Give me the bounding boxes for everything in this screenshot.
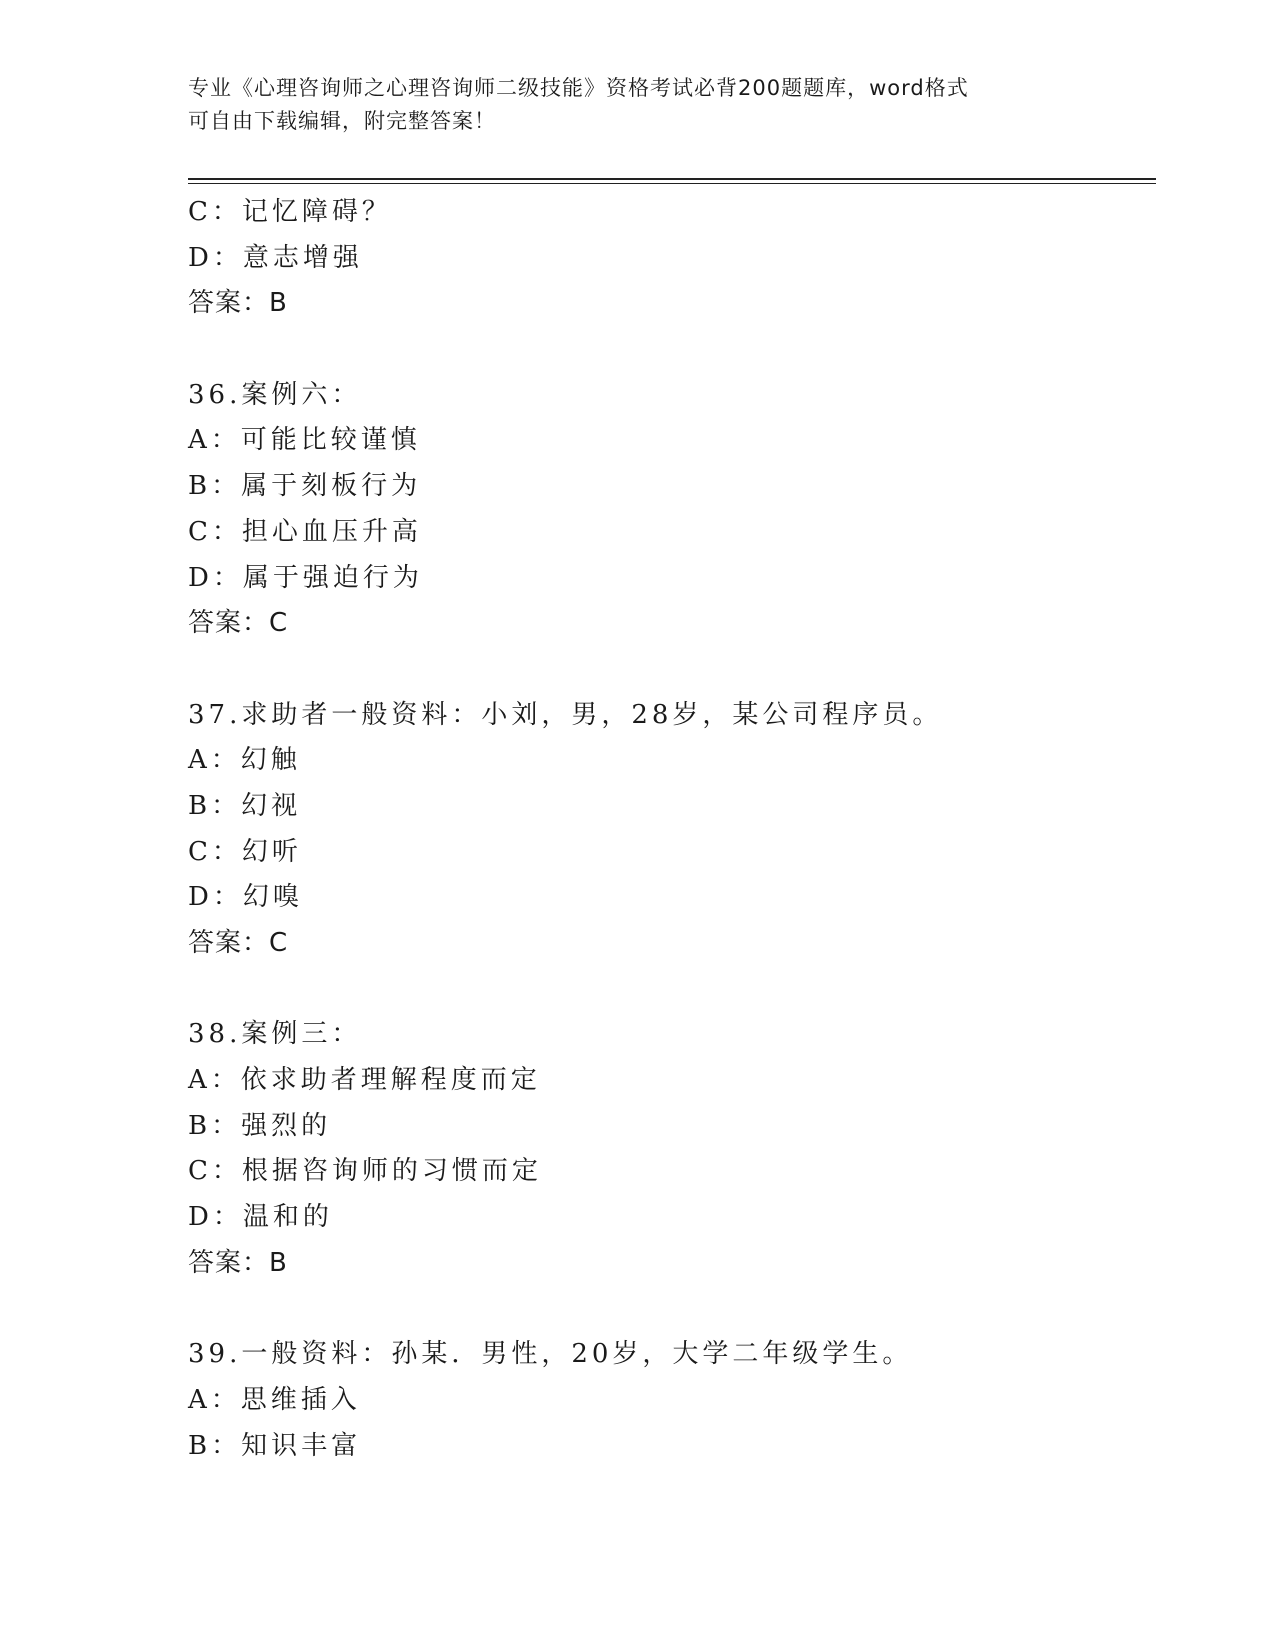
header-rule-thick xyxy=(188,178,1156,180)
question-36 xyxy=(188,373,1148,647)
option-b: B：幻视 xyxy=(188,790,302,821)
document-header xyxy=(188,72,1088,138)
answer-line: 答案：B xyxy=(188,288,288,319)
option-c: C：根据咨询师的习惯而定 xyxy=(188,1156,542,1187)
option-a: A：依求助者理解程度而定 xyxy=(188,1065,541,1096)
option-a: A：思维插入 xyxy=(188,1384,361,1415)
question-list xyxy=(188,190,1148,1469)
answer-line: 答案：C xyxy=(188,608,289,639)
header-rule-thin xyxy=(188,183,1156,184)
option-c: C：记忆障碍？ xyxy=(188,197,392,227)
question-37 xyxy=(188,693,1148,967)
option-d: D：幻嗅 xyxy=(188,882,303,913)
question-stem: 39.一般资料：孙某．男性，20岁，大学二年级学生。 xyxy=(188,1339,913,1370)
answer-line: 答案：B xyxy=(188,1247,288,1278)
header-line-1: 专业《心理咨询师之心理咨询师二级技能》资格考试必背200题题库，word格式 xyxy=(188,76,969,100)
option-c: C：幻听 xyxy=(188,836,302,867)
header-line-2: 可自由下载编辑，附完整答案！ xyxy=(188,109,496,133)
question-stem: 38.案例三： xyxy=(188,1019,362,1050)
question-stem: 36.案例六： xyxy=(188,379,362,410)
option-b: B：属于刻板行为 xyxy=(188,471,422,502)
option-d: D：温和的 xyxy=(188,1202,333,1233)
option-d: D：属于强迫行为 xyxy=(188,562,423,593)
question-35-tail xyxy=(188,190,1148,327)
option-c: C：担心血压升高 xyxy=(188,516,422,547)
answer-line: 答案：C xyxy=(188,928,289,958)
question-39 xyxy=(188,1332,1148,1469)
option-d: D：意志增强 xyxy=(188,242,363,273)
option-b: B：强烈的 xyxy=(188,1110,332,1141)
question-38 xyxy=(188,1012,1148,1286)
option-b: B：知识丰富 xyxy=(188,1430,362,1461)
option-a: A：幻触 xyxy=(188,745,301,776)
question-stem: 37.求助者一般资料：小刘，男，28岁，某公司程序员。 xyxy=(188,699,943,730)
option-a: A：可能比较谨慎 xyxy=(188,425,421,456)
